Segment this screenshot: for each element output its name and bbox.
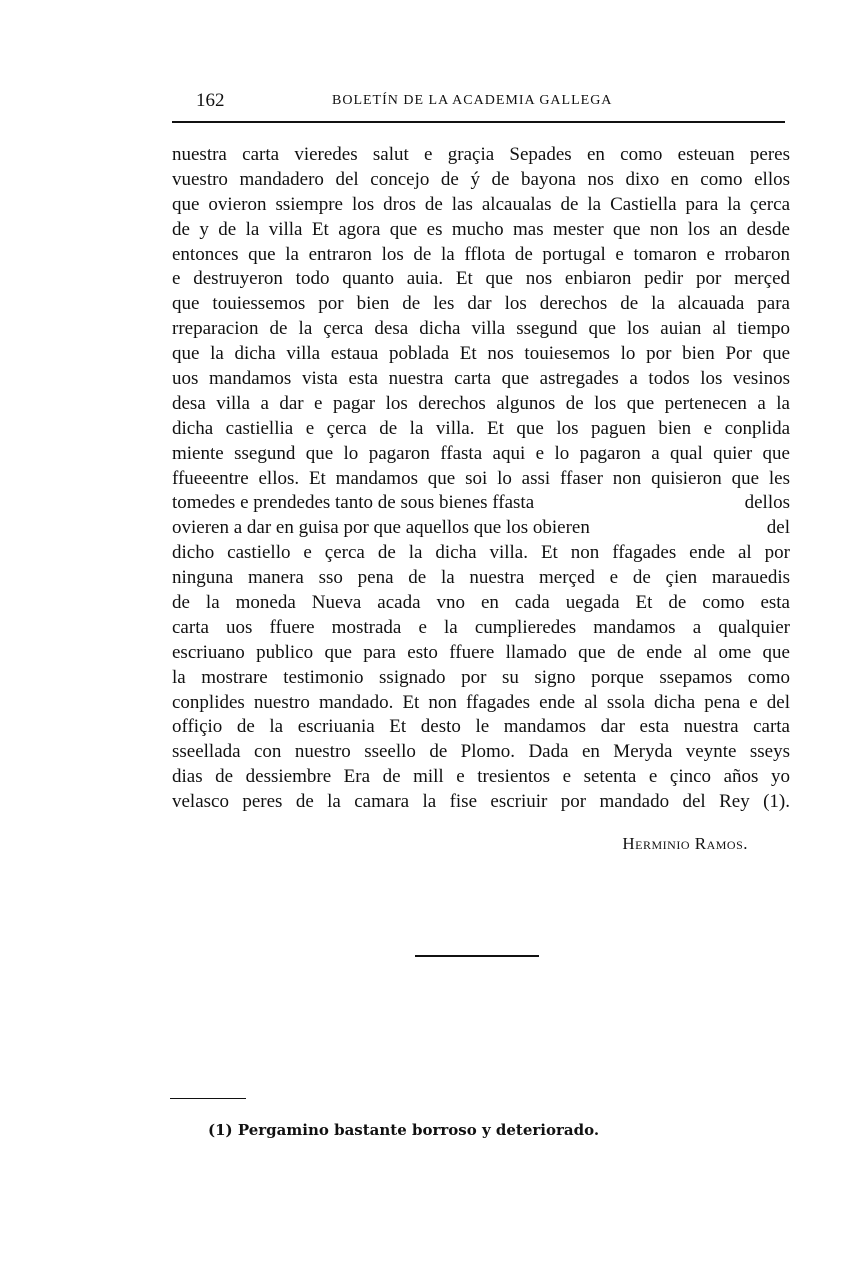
text-line: de y de la villa Et agora que es mucho mas mester que non los an desde [172,218,790,240]
text-line: uos mandamos vista esta nuestra carta que astregades a todos los vesinos [172,368,790,390]
text-line: ninguna manera sso pena de la nuestra merçed e de çien marauedis [172,567,790,589]
text-line: conplides nuestro mandado. Et non ffagades ende al ssola dicha pena e del [172,691,790,713]
text-line: sseellada con nuestro sseello de Plomo. Dada en Meryda veynte sseys [172,741,790,763]
text-line: la mostrare testimonio ssignado por su signo porque ssepamos como [172,666,790,688]
text-fragment: dellos [744,492,790,514]
footnote-rule [170,1098,246,1099]
text-line: carta uos ffuere mostrada e la cumplieredes mandamos a qualquier [172,616,790,638]
text-line: que la dicha villa estaua poblada Et nos touiesemos lo por bien Por que [172,343,790,365]
text-fragment: tomedes e prendedes tanto de sous bienes ffasta [172,492,535,514]
text-line: rreparacion de la çerca desa dicha villa ssegund que los auian al tiempo [172,318,790,340]
text-line: que ovieron ssiempre los dros de las alcaualas de la Castiella para la çerca [172,193,790,215]
text-line: dias de dessiembre Era de mill e tresientos e setenta e çinco años yo [172,766,790,788]
text-line: de la moneda Nueva acada vno en cada uegada Et de como esta [172,592,790,614]
running-title: BOLETÍN DE LA ACADEMIA GALLEGA [332,93,613,108]
text-line: nuestra carta vieredes salut e graçia Sepades en como esteuan peres [172,144,790,165]
text-line: e destruyeron todo quanto auia. Et que nos enbiaron pedir por merçed [172,268,790,290]
text-line: velasco peres de la camara la fise escriuir por mandado del Rey (1). [172,791,790,813]
text-fragment: del [766,517,790,539]
author-signature: Herminio Ramos. [622,834,748,853]
text-line: que touiessemos por bien de les dar los derechos de la alcauada para [172,293,790,315]
section-end-rule [415,955,539,957]
text-line: escriuano publico que para esto ffuere llamado que de ende al ome que [172,641,790,663]
text-line: entonces que la entraron los de la fflota de portugal e tomaron e rrobaron [172,243,790,265]
text-line: desa villa a dar e pagar los derechos algunos de los que pertenecen a la [172,392,790,414]
text-line: dicha castiellia e çerca de la villa. Et que los paguen bien e conplida [172,417,790,439]
text-line-with-lacuna [172,491,790,516]
text-line: vuestro mandadero del concejo de ý de bayona nos dixo en como ellos [172,168,790,190]
text-fragment: ovieren a dar en guisa por que aquellos que los obieren [172,517,590,539]
text-line: offiçio de la escriuania Et desto le mandamos dar esta nuestra carta [172,716,790,738]
footnote: (1) Pergamino bastante borroso y deteriorado. [208,1121,600,1139]
text-line-with-lacuna [172,516,790,541]
document-body [172,143,790,815]
running-header [196,90,786,114]
text-line: miente ssegund que lo pagaron ffasta aqui e lo pagaron a qual quier que [172,442,790,464]
text-line: dicho castiello e çerca de la dicha villa. Et non ffagades ende al por [172,542,790,564]
text-line: ffueeentre ellos. Et mandamos que soi lo assi ffaser non quisieron que les [172,467,790,489]
page-number: 162 [196,90,225,111]
header-rule [172,121,785,123]
